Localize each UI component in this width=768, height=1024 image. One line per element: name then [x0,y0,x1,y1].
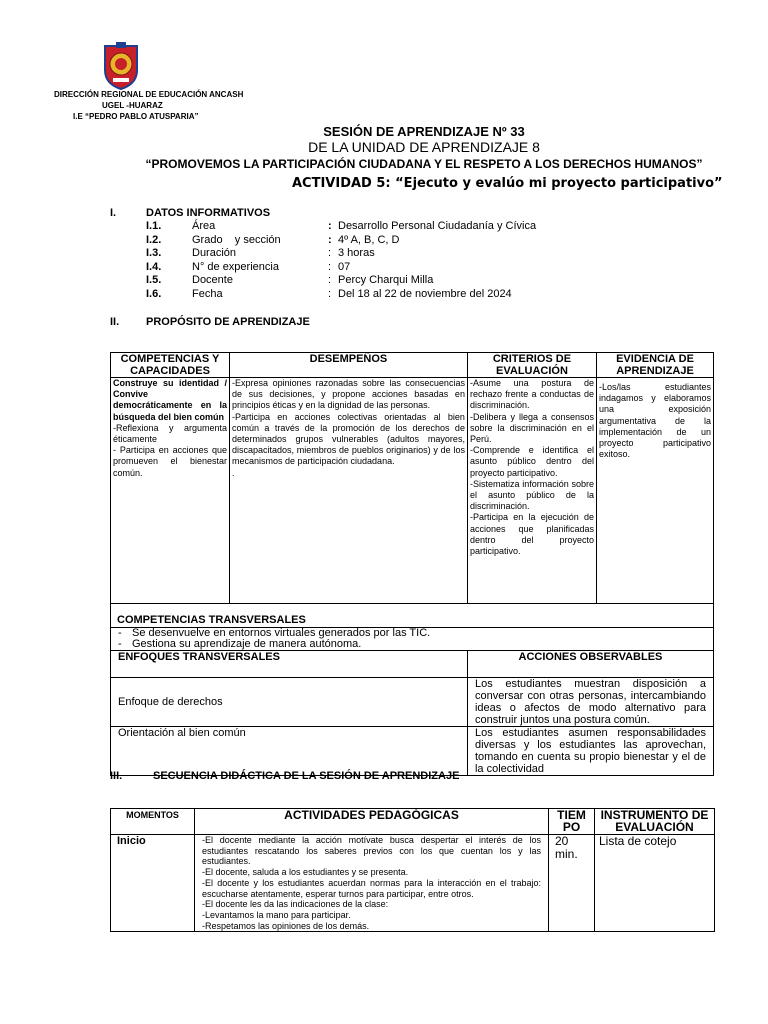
info-sep: : [328,274,332,287]
info-sep: : [328,247,332,260]
info-label: N° de experiencia [192,260,279,273]
enfoque-action: Los estudiantes asumen responsabilidades diversas y los estudiantes las aprovechan, tomando en cuenta su propio bienestar y el de la colectividad [467,727,713,776]
info-value: 3 horas [338,247,375,260]
section-label: DATOS INFORMATIVOS [146,207,271,219]
column-header: INSTRUMENTO DE EVALUACIÓN [595,809,715,835]
info-label: Área [192,220,216,232]
table-row [111,678,714,727]
info-code: I.6. [146,287,162,300]
enfoque-action: Los estudiantes muestran disposición a conversar con otras personas, intercambiando ideas o afectos de modo alternativo para construir juntos una postura común. [467,678,713,727]
info-value: Del 18 al 22 de noviembre del 2024 [338,287,512,300]
capacidades-text: -Reflexiona y argumenta éticamente - Participa en acciones que promueven el bienestar común. [113,422,227,478]
sequence-table [110,808,715,932]
column-header: DESEMPEÑOS [229,353,467,378]
moment-cell: Inicio [111,835,195,932]
info-value: 4º A, B, C, D [338,233,400,246]
unit-title: DE LA UNIDAD DE APRENDIZAJE 8 [308,139,540,155]
institution-block [46,89,246,122]
info-value: Desarrollo Personal Ciudadanía y Cívica [338,220,537,232]
enfoques-header-row [111,651,714,678]
theme-title: “PROMOVEMOS LA PARTICIPACIÓN CIUDADANA Y EL RESPETO A LOS DERECHOS HUMANOS” [145,157,703,171]
info-sep: : [328,220,332,232]
info-code: I.4. [146,260,162,273]
transversal-text: Gestiona su aprendizaje de manera autónoma. [132,638,362,650]
transversal-text: Se desenvuelve en entornos virtuales generados por las TIC. [132,627,431,639]
activity-title: ACTIVIDAD 5: “Ejecuto y evalúo mi proyecto participativo” [292,176,723,191]
table-header-row [111,353,714,378]
desempenos-cell: -Expresa opiniones razonadas sobre las consecuencias de sus decisiones, y propone acciones basadas en principios éticas y en la dignidad de las personas. -Participa en acciones colectivas orientadas al bien común a través de la promoción de los derechos de determinados grupos vulnerables (adultos mayores, discapacitados, miembros de pueblos originarios) y de los mecanismos de participación ciudadana. . [229,378,467,604]
institution-line: UGEL -HUARAZ [102,101,163,110]
competencies-table [110,352,714,776]
info-code: I.3. [146,247,162,260]
info-sep: : [328,233,332,246]
column-header: EVIDENCIA DE APRENDIZAJE [597,353,714,378]
acciones-header: ACCIONES OBSERVABLES [467,651,713,678]
section-label: SECUENCIA DIDÁCTICA DE LA SESIÓN DE APRENDIZAJE [153,770,460,782]
info-sep: : [328,260,332,273]
column-header: COMPETENCIAS Y CAPACIDADES [111,353,230,378]
transversal-item: - Gestiona su aprendizaje de manera autónoma. [111,639,714,651]
transversales-title: COMPETENCIAS TRANSVERSALES [111,604,714,628]
info-sep: : [328,287,332,300]
info-code: I.2. [146,233,162,246]
info-label: Docente [192,274,233,287]
info-value: Percy Charqui Milla [338,274,434,287]
info-label: Grado y sección [192,233,281,246]
table-header-row [111,809,715,835]
column-header: CRITERIOS DE EVALUACIÓN [467,353,596,378]
evidencia-cell: -Los/las estudiantes indagamos y elaboramos una exposición argumentativa de la implementación de un proyecto participativo exitoso. [597,378,714,604]
session-title: SESIÓN DE APRENDIZAJE Nº 33 [323,124,525,139]
column-header: MOMENTOS [111,809,195,835]
table-row [111,378,714,604]
column-header: TIEM PO [549,809,595,835]
section-number: II. [110,316,120,328]
enfoques-header: ENFOQUES TRANSVERSALES [111,651,468,678]
competencias-cell [111,378,230,604]
instrument-cell: Lista de cotejo [595,835,715,932]
section-number: I. [110,207,117,219]
list-item [111,639,714,651]
info-code: I.5. [146,274,162,287]
enfoque-name: Enfoque de derechos [111,678,468,727]
table-row [111,835,715,932]
competencia-title: Construye su identidad / Convive democráticamente en la búsqueda del bien común [113,378,227,422]
info-code: I.1. [146,220,162,232]
section-number: III. [110,770,123,782]
column-header: ACTIVIDADES PEDAGÓGICAS [195,809,549,835]
section-label: PROPÓSITO DE APRENDIZAJE [146,316,310,328]
table-row [111,727,714,776]
institution-line: I.E “PEDRO PABLO ATUSPARIA” [73,112,199,121]
info-label: Fecha [192,287,223,300]
transversales-title-row [111,604,714,628]
institution-line: DIRECCIÓN REGIONAL DE EDUCACIÓN ANCASH [54,90,244,99]
transversal-item: - Se desenvuelve en entornos virtuales generados por las TIC. [111,628,714,640]
info-value: 07 [338,260,351,273]
activities-cell: -El docente mediante la acción motívate busca despertar el interés de los estudiantes rescatando los saberes previos con los que cuentan los y las estudiantes. -El docente, saluda a los estudiantes y se presenta. -El docente y los estudiantes acuerdan normas para la interacción en el trabajo: escucharse atentamente, esperar turnos para participar, entre otros. -El docente les da las indicaciones de la clase: -Levantamos la mano para participar. -Respetamos las opiniones de los demás. [195,835,549,932]
school-crest-icon [101,42,141,90]
enfoque-name: Orientación al bien común [111,727,468,776]
criterios-cell: -Asume una postura de rechazo frente a conductas de discriminación. -Delibera y llega a consensos sobre la discriminación en el Perú. -Comprende e identifica el asunto público dentro del proyecto participativo. -Sistematiza información sobre el asunto público de la discriminación. -Participa en la ejecución de acciones que planificadas dentro del proyecto participativo. [467,378,596,604]
time-cell: 20 min. [549,835,595,932]
info-label: Duración [192,247,237,260]
